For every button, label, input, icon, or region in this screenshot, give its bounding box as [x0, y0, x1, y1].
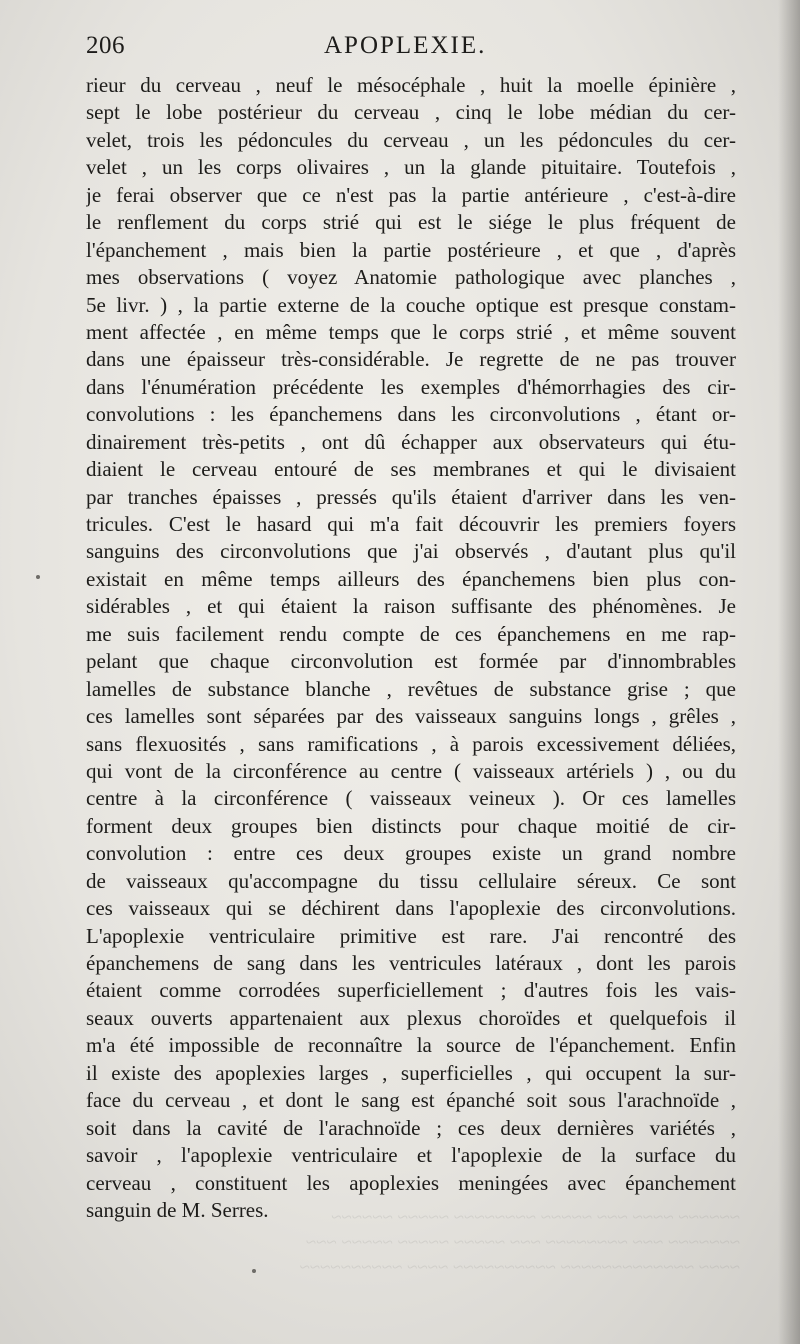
text-line: m'a été impossible de reconnaître la source de l'épanchement. Enfin	[86, 1033, 736, 1058]
text-line: me suis facilement rendu compte de ces épanchemens en me rap-	[86, 621, 736, 646]
text-line: de vaisseaux qu'accompagne du tissu cellulaire séreux. Ce sont	[86, 868, 736, 893]
text-line: je ferai observer que ce n'est pas la partie antérieure , c'est-à-dire	[86, 182, 736, 207]
text-line: mes observations ( voyez Anatomie pathologique avec planches ,	[86, 265, 736, 290]
text-line: centre à la circonférence ( vaisseaux veineux ). Or ces lamelles	[86, 786, 736, 811]
page-number: 206	[86, 32, 125, 59]
text-line: qui vont de la circonférence au centre ( vaisseaux artériels ) , ou du	[86, 758, 736, 783]
text-line: ment affectée , en même temps que le corps strié , et même souvent	[86, 319, 736, 344]
text-line: sidérables , et qui étaient la raison suffisante des phénomènes. Je	[86, 594, 736, 619]
text-line: le renflement du corps strié qui est le siége le plus fréquent de	[86, 210, 736, 235]
text-line: tricules. C'est le hasard qui m'a fait découvrir les premiers foyers	[86, 512, 736, 536]
text-line: L'apoplexie ventriculaire primitive est rare. J'ai rencontré des	[86, 923, 736, 948]
paper-speck	[36, 575, 40, 579]
paper-speck	[252, 1269, 256, 1273]
text-line: l'épanchement , mais bien la partie postérieure , et que , d'après	[86, 237, 736, 262]
text-line: sanguin de M. Serres.	[86, 1197, 269, 1222]
text-line: seaux ouverts appartenaient aux plexus choroïdes et quelquefois il	[86, 1005, 736, 1030]
text-line: forment deux groupes bien distincts pour chaque moitié de cir-	[86, 813, 736, 838]
text-line: velet, trois les pédoncules du cerveau , un les pédoncules du cer-	[86, 127, 736, 152]
text-line: convolutions : les épanchemens dans les circonvolutions , étant or-	[86, 402, 736, 427]
text-line: lamelles de substance blanche , revêtues de substance grise ; que	[86, 676, 736, 701]
page-edge-shadow	[778, 0, 800, 1344]
body-text	[86, 72, 736, 1224]
text-line: existait en même temps ailleurs des épanchemens bien plus con-	[86, 566, 736, 591]
text-line: il existe des apoplexies larges , superficielles , qui occupent la sur-	[86, 1060, 736, 1085]
text-line: sept le lobe postérieur du cerveau , cinq le lobe médian du cer-	[86, 100, 736, 125]
text-line: soit dans la cavité de l'arachnoïde ; ces deux dernières variétés ,	[86, 1115, 736, 1140]
text-line: dinairement très-petits , ont dû échapper aux observateurs qui étu-	[86, 429, 736, 454]
running-head: APOPLEXIE.	[324, 32, 487, 59]
text-line: dans l'énumération précédente les exemples d'hémorrhagies des cir-	[86, 374, 736, 399]
page-header	[86, 32, 736, 68]
bleed-through-text: ~~~~~~ ~~~~ ~~~ ~~~~~ ~~~~~~~~ ~~~~~ ~~~~~~ ~~~~~~~ ~~~ ~~~~~~~~ ~~~ ~~~~~ ~~~~~ ~~~~~ ~~~ ~~~~ ~~~~~~~~~~~~~ ~~~~~~~~~~ ~~~~ ~~~~~~~~~~	[300, 1207, 740, 1278]
text-line: 5e livr. ) , la partie externe de la couche optique est presque constam-	[86, 292, 736, 317]
text-line: étaient comme corrodées superficiellement ; d'autres fois les vais-	[86, 978, 736, 1003]
text-line: velet , un les corps olivaires , un la glande pituitaire. Toutefois ,	[86, 155, 736, 180]
text-line: ces lamelles sont séparées par des vaisseaux sanguins longs , grêles ,	[86, 704, 736, 729]
text-line: pelant que chaque circonvolution est formée par d'innombrables	[86, 649, 736, 674]
text-line: par tranches épaisses , pressés qu'ils étaient d'arriver dans les ven-	[86, 484, 736, 509]
text-line: face du cerveau , et dont le sang est épanché soit sous l'arachnoïde ,	[86, 1088, 736, 1113]
text-line: savoir , l'apoplexie ventriculaire et l'apoplexie de la surface du	[86, 1143, 736, 1168]
text-line: épanchemens de sang dans les ventricules latéraux , dont les parois	[86, 951, 736, 975]
text-line: dans une épaisseur très-considérable. Je regrette de ne pas trouver	[86, 347, 736, 372]
text-line: rieur du cerveau , neuf le mésocéphale , huit la moelle épinière ,	[86, 73, 736, 97]
text-line: ces vaisseaux qui se déchirent dans l'apoplexie des circonvolutions.	[86, 896, 736, 921]
text-line: cerveau , constituent les apoplexies meningées avec épanchement	[86, 1170, 736, 1195]
text-line: diaient le cerveau entouré de ses membranes et qui le divisaient	[86, 457, 736, 482]
text-line: sanguins des circonvolutions que j'ai observés , d'autant plus qu'il	[86, 539, 736, 564]
text-line: sans flexuosités , sans ramifications , à parois excessivement déliées,	[86, 731, 736, 756]
text-line: convolution : entre ces deux groupes existe un grand nombre	[86, 841, 736, 866]
